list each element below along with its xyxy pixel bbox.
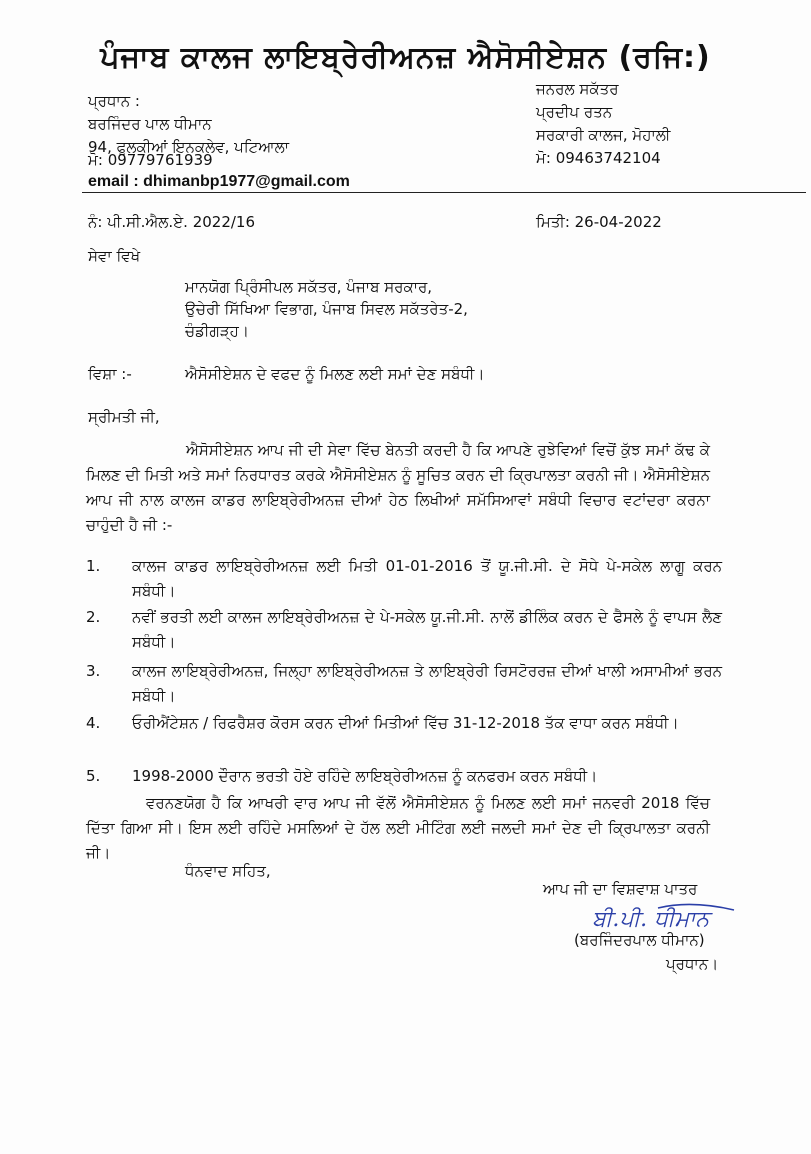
- association-title: ਪੰਜਾਬ ਕਾਲਜ ਲਾਇਬ੍ਰੇਰੀਅਨਜ਼ ਐਸੋਸੀਏਸ਼ਨ (ਰਜਿ:): [100, 40, 711, 75]
- reference-number: ਨੰ: ਪੀ.ਸੀ.ਐਲ.ਏ. 2022/16: [88, 213, 256, 231]
- recipient-line: ਉਚੇਰੀ ਸਿੱਖਿਆ ਵਿਭਾਗ, ਪੰਜਾਬ ਸਿਵਲ ਸਕੱਤਰੇਤ-2,: [185, 300, 468, 318]
- subject-label: ਵਿਸ਼ਾ :-: [88, 365, 132, 383]
- president-name: ਬਰਜਿੰਦਰ ਪਾਲ ਧੀਮਾਨ: [88, 115, 212, 133]
- thanks-line: ਧੰਨਵਾਦ ਸਹਿਤ,: [185, 862, 271, 880]
- signer-role: ਪ੍ਰਧਾਨ।: [666, 955, 719, 973]
- salutation: ਸ੍ਰੀਮਤੀ ਜੀ,: [88, 408, 160, 426]
- sign-off: ਆਪ ਜੀ ਦਾ ਵਿਸ਼ਵਾਸ਼ ਪਾਤਰ: [543, 880, 698, 898]
- list-item-text: ਕਾਲਜ ਲਾਇਬ੍ਰੇਰੀਅਨਜ਼, ਜਿਲ੍ਹਾ ਲਾਇਬ੍ਰੇਰੀਅਨਜ਼ ਤੇ ਲਾਇਬ੍ਰੇਰੀ ਰਿਸਟੋਰਰਜ਼ ਦੀਆਂ ਖਾਲੀ ਅਸਾਮੀਆਂ ਭਰਨ ਸਬੰਧੀ।: [132, 662, 722, 705]
- list-item-text: 1998-2000 ਦੌਰਾਨ ਭਰਤੀ ਹੋਏ ਰਹਿੰਦੇ ਲਾਇਬ੍ਰੇਰੀਅਨਜ਼ ਨੂੰ ਕਨਫਰਮ ਕਰਨ ਸਬੰਧੀ।: [132, 767, 598, 785]
- intro-paragraph: ਐਸੋਸੀਏਸ਼ਨ ਆਪ ਜੀ ਦੀ ਸੇਵਾ ਵਿੱਚ ਬੇਨਤੀ ਕਰਦੀ ਹੈ ਕਿ ਆਪਣੇ ਰੁਝੇਵਿਆਂ ਵਿਚੋਂ ਕੁੱਝ ਸਮਾਂ ਕੱਢ ਕੇ ਮਿਲਣ ਦੀ ਮਿਤੀ ਅਤੇ ਸਮਾਂ ਨਿਰਧਾਰਤ ਕਰਕੇ ਐਸੋਸੀਏਸ਼ਨ ਨੂੰ ਸੂਚਿਤ ਕਰਨ ਦੀ ਕ੍ਰਿਪਾਲਤਾ ਕਰਨੀ ਜੀ। ਐਸੋਸੀਏਸ਼ਨ ਆਪ ਜੀ ਨਾਲ ਕਾਲਜ ਕਾਡਰ ਲਾਇਬ੍ਰੇਰੀਅਨਜ਼ ਦੀਆਂ ਹੇਠ ਲਿਖੀਆਂ ਸਮੱਸਿਆਵਾਂ ਸਬੰਧੀ ਵਿਚਾਰ ਵਟਾਂਦਰਾ ਕਰਨਾ ਚਾਹੁੰਦੀ ਹੈ ਜੀ :-: [86, 441, 710, 534]
- secretary-name: ਪ੍ਰਦੀਪ ਰਤਨ: [536, 103, 613, 121]
- list-item-text: ਓਰੀਐਂਟੇਸ਼ਨ / ਰਿਫਰੈਸ਼ਰ ਕੋਰਸ ਕਰਨ ਦੀਆਂ ਮਿਤੀਆਂ ਵਿੱਚ 31-12-2018 ਤੱਕ ਵਾਧਾ ਕਰਨ ਸਬੰਧੀ।: [132, 714, 679, 732]
- list-item-text: ਕਾਲਜ ਕਾਡਰ ਲਾਇਬ੍ਰੇਰੀਅਨਜ਼ ਲਈ ਮਿਤੀ 01-01-2016 ਤੋਂ ਯੂ.ਜੀ.ਸੀ. ਦੇ ਸੋਧੇ ਪੇ-ਸਕੇਲ ਲਾਗੂ ਕਰਨ ਸਬੰਧੀ।: [132, 557, 722, 600]
- signer-name: (ਬਰਜਿੰਦਰਪਾਲ ਧੀਮਾਨ): [574, 931, 705, 949]
- recipient-line: ਚੰਡੀਗੜ੍ਹ।: [185, 322, 249, 340]
- president-role: ਪ੍ਰਧਾਨ :: [88, 92, 140, 110]
- to-label: ਸੇਵਾ ਵਿਖੇ: [88, 247, 141, 265]
- secretary-role: ਜਨਰਲ ਸਕੱਤਰ: [536, 80, 619, 98]
- secretary-address: ਸਰਕਾਰੀ ਕਾਲਜ, ਮੋਹਾਲੀ: [536, 126, 671, 144]
- header-divider: [82, 192, 806, 193]
- subject-text: ਐਸੋਸੀਏਸ਼ਨ ਦੇ ਵਫਦ ਨੂੰ ਮਿਲਣ ਲਈ ਸਮਾਂ ਦੇਣ ਸਬੰਧੀ।: [185, 365, 485, 383]
- recipient-line: ਮਾਨਯੋਗ ਪ੍ਰਿੰਸੀਪਲ ਸਕੱਤਰ, ਪੰਜਾਬ ਸਰਕਾਰ,: [185, 278, 433, 296]
- list-item-number: 3.: [86, 662, 101, 680]
- secretary-phone: ਮੋ: 09463742104: [536, 149, 661, 167]
- list-item-number: 2.: [86, 608, 101, 626]
- list-item-number: 5.: [86, 767, 101, 785]
- president-email: email : dhimanbp1977@gmail.com: [88, 173, 350, 190]
- list-item-number: 1.: [86, 557, 101, 575]
- list-item-number: 4.: [86, 714, 101, 732]
- signature-text: ਬੀ.ਪੀ. ਧੀਮਾਨ: [592, 907, 710, 932]
- closing-paragraph: ਵਰਨਣਯੋਗ ਹੈ ਕਿ ਆਖਰੀ ਵਾਰ ਆਪ ਜੀ ਵੱਲੋਂ ਐਸੋਸੀਏਸ਼ਨ ਨੂੰ ਮਿਲਣ ਲਈ ਸਮਾਂ ਜਨਵਰੀ 2018 ਵਿੱਚ ਦਿੱਤਾ ਗਿਆ ਸੀ। ਇਸ ਲਈ ਰਹਿੰਦੇ ਮਸਲਿਆਂ ਦੇ ਹੱਲ ਲਈ ਮੀਟਿੰਗ ਲਈ ਜਲਦੀ ਸਮਾਂ ਦੇਣ ਦੀ ਕ੍ਰਿਪਾਲਤਾ ਕਰਨੀ ਜੀ।: [86, 794, 710, 862]
- signature-image: [588, 896, 738, 936]
- president-address: 94, ਫੁਲਕੀਆਂ ਇਨਕਲੇਵ, ਪਟਿਆਲਾ: [88, 138, 290, 156]
- president-phone: ਮੋ: 09779761939: [88, 151, 213, 169]
- letter-date: ਮਿਤੀ: 26-04-2022: [536, 213, 662, 231]
- list-item-text: ਨਵੀਂ ਭਰਤੀ ਲਈ ਕਾਲਜ ਲਾਇਬ੍ਰੇਰੀਅਨਜ਼ ਦੇ ਪੇ-ਸਕੇਲ ਯੂ.ਜੀ.ਸੀ. ਨਾਲੋਂ ਡੀਲਿੰਕ ਕਰਨ ਦੇ ਫੈਸਲੇ ਨੂੰ ਵਾਪਸ ਲੈਣ ਸਬੰਧੀ।: [132, 608, 722, 651]
